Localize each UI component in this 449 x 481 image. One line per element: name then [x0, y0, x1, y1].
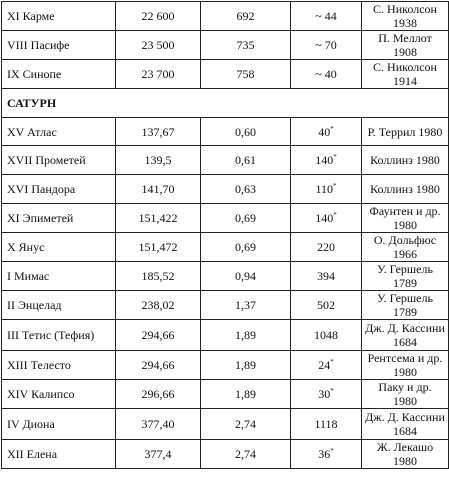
satellite-name: II Энцелад	[2, 291, 116, 320]
orbital-period: 2,74	[201, 440, 291, 469]
diameter	[291, 409, 362, 440]
discovery: Ж. Лекашо 1980	[362, 440, 449, 469]
orbit-radius: 377,4	[116, 440, 201, 469]
diameter-value: 394	[317, 269, 335, 283]
orbital-period: 1,89	[201, 351, 291, 380]
table-row	[2, 409, 449, 440]
orbital-period: 0,63	[201, 175, 291, 204]
table-row	[2, 233, 449, 262]
diameter	[291, 175, 362, 204]
diameter	[291, 380, 362, 409]
diameter-value: 140	[315, 211, 334, 225]
satellite-name: XVI Пандора	[2, 175, 116, 204]
discovery: У. Гершель 1789	[362, 291, 449, 320]
discovery: Коллинз 1980	[362, 146, 449, 175]
orbital-period: 758	[201, 60, 291, 89]
discovery: У. Гершель 1789	[362, 262, 449, 291]
diameter	[291, 262, 362, 291]
orbital-period: 1,89	[201, 320, 291, 351]
table-row	[2, 31, 449, 60]
orbital-period: 0,61	[201, 146, 291, 175]
discovery: О. Дольфюс 1966	[362, 233, 449, 262]
diameter	[291, 2, 362, 31]
satellite-name: XIV Калипсо	[2, 380, 116, 409]
satellite-name: IV Диона	[2, 409, 116, 440]
orbit-radius: 238,02	[116, 291, 201, 320]
orbit-radius: 294,66	[116, 320, 201, 351]
satellite-name: XI Эпиметей	[2, 204, 116, 233]
table-row	[2, 440, 449, 469]
orbit-radius: 139,5	[116, 146, 201, 175]
discovery: Коллинз 1980	[362, 175, 449, 204]
diameter-value: ~ 40	[315, 67, 337, 81]
orbital-period: 0,94	[201, 262, 291, 291]
diameter-value: 220	[317, 240, 335, 254]
diameter-note: *	[330, 124, 334, 133]
table-row	[2, 118, 449, 146]
discovery: Фаунтен и др. 1980	[362, 204, 449, 233]
discovery: Рентсема и др. 1980	[362, 351, 449, 380]
diameter-value: 140	[315, 153, 334, 167]
diameter	[291, 118, 362, 146]
orbit-radius: 22 600	[116, 2, 201, 31]
discovery: С. Николсон 1938	[362, 2, 449, 31]
diameter	[291, 351, 362, 380]
satellite-name: III Тетис (Тефия)	[2, 320, 116, 351]
orbit-radius: 294,66	[116, 351, 201, 380]
orbital-period: 0,69	[201, 233, 291, 262]
diameter	[291, 291, 362, 320]
discovery: Р. Террил 1980	[362, 118, 449, 146]
table-row	[2, 291, 449, 320]
satellite-name: XI Карме	[2, 2, 116, 31]
discovery: С. Николсон 1914	[362, 60, 449, 89]
diameter-value: 1048	[314, 328, 338, 342]
orbit-radius: 23 700	[116, 60, 201, 89]
diameter-value: 1118	[314, 417, 338, 431]
satellite-name: XIII Телесто	[2, 351, 116, 380]
section-row-saturn	[2, 89, 449, 118]
orbital-period: 0,60	[201, 118, 291, 146]
orbital-period: 735	[201, 31, 291, 60]
diameter-value: 40	[318, 124, 331, 139]
table-row	[2, 380, 449, 409]
table-row	[2, 60, 449, 89]
satellite-table	[1, 1, 449, 469]
satellite-name: I Мимас	[2, 262, 116, 291]
satellite-name: VIII Пасифе	[2, 31, 116, 60]
diameter-value: 110	[315, 182, 334, 196]
section-label: САТУРН	[2, 89, 449, 118]
table-row	[2, 204, 449, 233]
orbit-radius: 141,70	[116, 175, 201, 204]
diameter-note: *	[333, 211, 337, 219]
diameter-note: *	[333, 153, 337, 161]
table-row	[2, 175, 449, 204]
diameter	[291, 233, 362, 262]
orbit-radius: 185,52	[116, 262, 201, 291]
satellite-name: IX Синопе	[2, 60, 116, 89]
orbit-radius: 151,472	[116, 233, 201, 262]
diameter-note: *	[330, 358, 334, 366]
diameter-note: *	[330, 387, 334, 395]
orbital-period: 1,37	[201, 291, 291, 320]
table-row	[2, 262, 449, 291]
satellite-name: XVII Прометей	[2, 146, 116, 175]
diameter-note: *	[330, 447, 334, 455]
diameter-note: *	[333, 182, 337, 190]
discovery: Паку и др. 1980	[362, 380, 449, 409]
table-row	[2, 146, 449, 175]
diameter-value: ~ 44	[315, 9, 337, 23]
diameter-value: 30	[318, 387, 331, 401]
diameter-value: 24	[318, 358, 331, 372]
diameter	[291, 440, 362, 469]
orbit-radius: 151,422	[116, 204, 201, 233]
table-row	[2, 351, 449, 380]
discovery: П. Меллот 1908	[362, 31, 449, 60]
diameter	[291, 320, 362, 351]
diameter-value: 502	[317, 298, 335, 312]
orbit-radius: 377,40	[116, 409, 201, 440]
orbital-period: 2,74	[201, 409, 291, 440]
diameter	[291, 31, 362, 60]
diameter	[291, 146, 362, 175]
table-row	[2, 2, 449, 31]
discovery: Дж. Д. Кассини 1684	[362, 320, 449, 351]
diameter-value: ~ 70	[315, 38, 337, 52]
diameter	[291, 60, 362, 89]
discovery: Дж. Д. Кассини 1684	[362, 409, 449, 440]
satellite-name: X Янус	[2, 233, 116, 262]
orbit-radius: 23 500	[116, 31, 201, 60]
orbit-radius: 137,67	[116, 118, 201, 146]
orbit-radius: 296,66	[116, 380, 201, 409]
orbital-period: 1,89	[201, 380, 291, 409]
diameter	[291, 204, 362, 233]
diameter-value: 36	[318, 447, 331, 461]
satellite-name: XII Елена	[2, 440, 116, 469]
satellite-name: XV Атлас	[2, 118, 116, 146]
table-row	[2, 320, 449, 351]
orbital-period: 692	[201, 2, 291, 31]
orbital-period: 0,69	[201, 204, 291, 233]
